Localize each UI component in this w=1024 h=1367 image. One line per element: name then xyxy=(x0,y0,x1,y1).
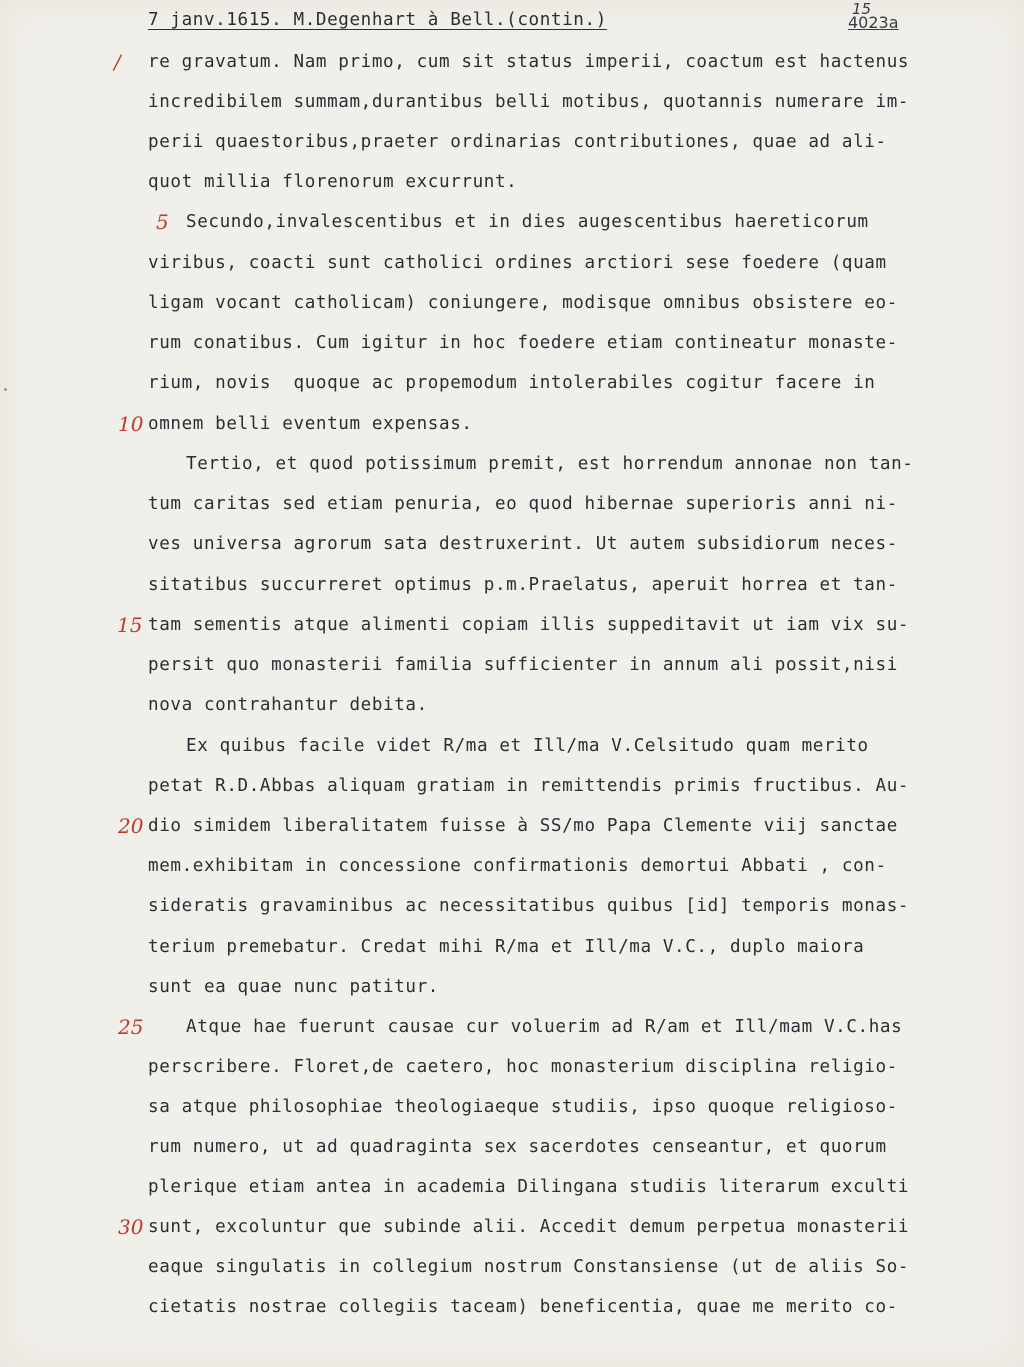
margin-line-number-15: 15 xyxy=(117,613,143,637)
text-line: sitatibus succurreret optimus p.m.Praelatus, aperuit horrea et tan- xyxy=(148,575,898,595)
text-line: ligam vocant catholicam) coniungere, modisque omnibus obsistere eo- xyxy=(148,293,898,313)
margin-line-number-5: 5 xyxy=(156,210,169,234)
margin-line-number-25: 25 xyxy=(118,1015,144,1039)
text-line: sideratis gravaminibus ac necessitatibus quibus [id] temporis monas- xyxy=(148,896,910,916)
text-line: rum numero, ut ad quadraginta sex sacerdotes censeantur, et quorum xyxy=(148,1137,887,1157)
text-line: sa atque philosophiae theologiaeque studiis, ipso quoque religioso- xyxy=(148,1097,898,1117)
paper-speck xyxy=(4,388,7,391)
text-line: nova contrahantur debita. xyxy=(148,695,428,715)
text-line: Ex quibus facile videt R/ma et Ill/ma V.Celsitudo quam merito xyxy=(186,736,869,756)
text-line: dio simidem liberalitatem fuisse à SS/mo Papa Clemente viij sanctae xyxy=(148,816,898,836)
text-line: viribus, coacti sunt catholici ordines arctiori sese foedere (quam xyxy=(148,253,887,273)
text-line: ves universa agrorum sata destruxerint. Ut autem subsidiorum neces- xyxy=(148,534,898,554)
text-line: Secundo,invalescentibus et in dies augescentibus haereticorum xyxy=(186,212,869,232)
text-line: mem.exhibitam in concessione confirmationis demortui Abbati , con- xyxy=(148,856,887,876)
text-line: perii quaestoribus,praeter ordinarias contributiones, quae ad ali- xyxy=(148,132,887,152)
text-line: plerique etiam antea in academia Dilingana studiis literarum exculti xyxy=(148,1177,910,1197)
margin-line-number-30: 30 xyxy=(118,1215,144,1239)
text-line: quot millia florenorum excurrunt. xyxy=(148,172,518,192)
margin-line-number-10: 10 xyxy=(118,412,144,436)
text-line: Atque hae fuerunt causae cur voluerim ad R/am et Ill/mam V.C.has xyxy=(186,1017,903,1037)
text-line: tum caritas sed etiam penuria, eo quod hibernae superioris anni ni- xyxy=(148,494,898,514)
text-line: re gravatum. Nam primo, cum sit status imperii, coactum est hactenus xyxy=(148,52,910,72)
page-ref-top: 15 xyxy=(852,0,872,18)
text-line: rum conatibus. Cum igitur in hoc foedere etiam contineatur monaste- xyxy=(148,333,898,353)
text-line: terium premebatur. Credat mihi R/ma et Ill/ma V.C., duplo maiora xyxy=(148,937,865,957)
page-ref-bottom: 4023a xyxy=(848,13,899,32)
page-reference xyxy=(848,2,899,30)
text-line: tam sementis atque alimenti copiam illis suppeditavit ut iam vix su- xyxy=(148,615,910,635)
text-line: eaque singulatis in collegium nostrum Constansiense (ut de aliis So- xyxy=(148,1257,910,1277)
text-line: persit quo monasterii familia sufficienter in annum ali possit,nisi xyxy=(148,655,898,675)
text-line: incredibilem summam,durantibus belli motibus, quotannis numerare im- xyxy=(148,92,910,112)
text-line: cietatis nostrae collegiis taceam) beneficentia, quae me merito co- xyxy=(148,1297,898,1317)
text-line: petat R.D.Abbas aliquam gratiam in remittendis primis fructibus. Au- xyxy=(148,776,910,796)
text-line: perscribere. Floret,de caetero, hoc monasterium disciplina religio- xyxy=(148,1057,898,1077)
text-line: omnem belli eventum expensas. xyxy=(148,414,473,434)
text-line: rium, novis quoque ac propemodum intolerabiles cogitur facere in xyxy=(148,373,876,393)
margin-line-number-20: 20 xyxy=(118,814,144,838)
text-line: Tertio, et quod potissimum premit, est horrendum annonae non tan- xyxy=(186,454,914,474)
text-line: sunt ea quae nunc patitur. xyxy=(148,977,440,997)
margin-mark-slash: / xyxy=(114,50,121,74)
text-line: sunt, excoluntur que subinde alii. Accedit demum perpetua monasterii xyxy=(148,1217,910,1237)
page-header: 7 janv.1615. M.Degenhart à Bell.(contin.) xyxy=(148,10,607,30)
